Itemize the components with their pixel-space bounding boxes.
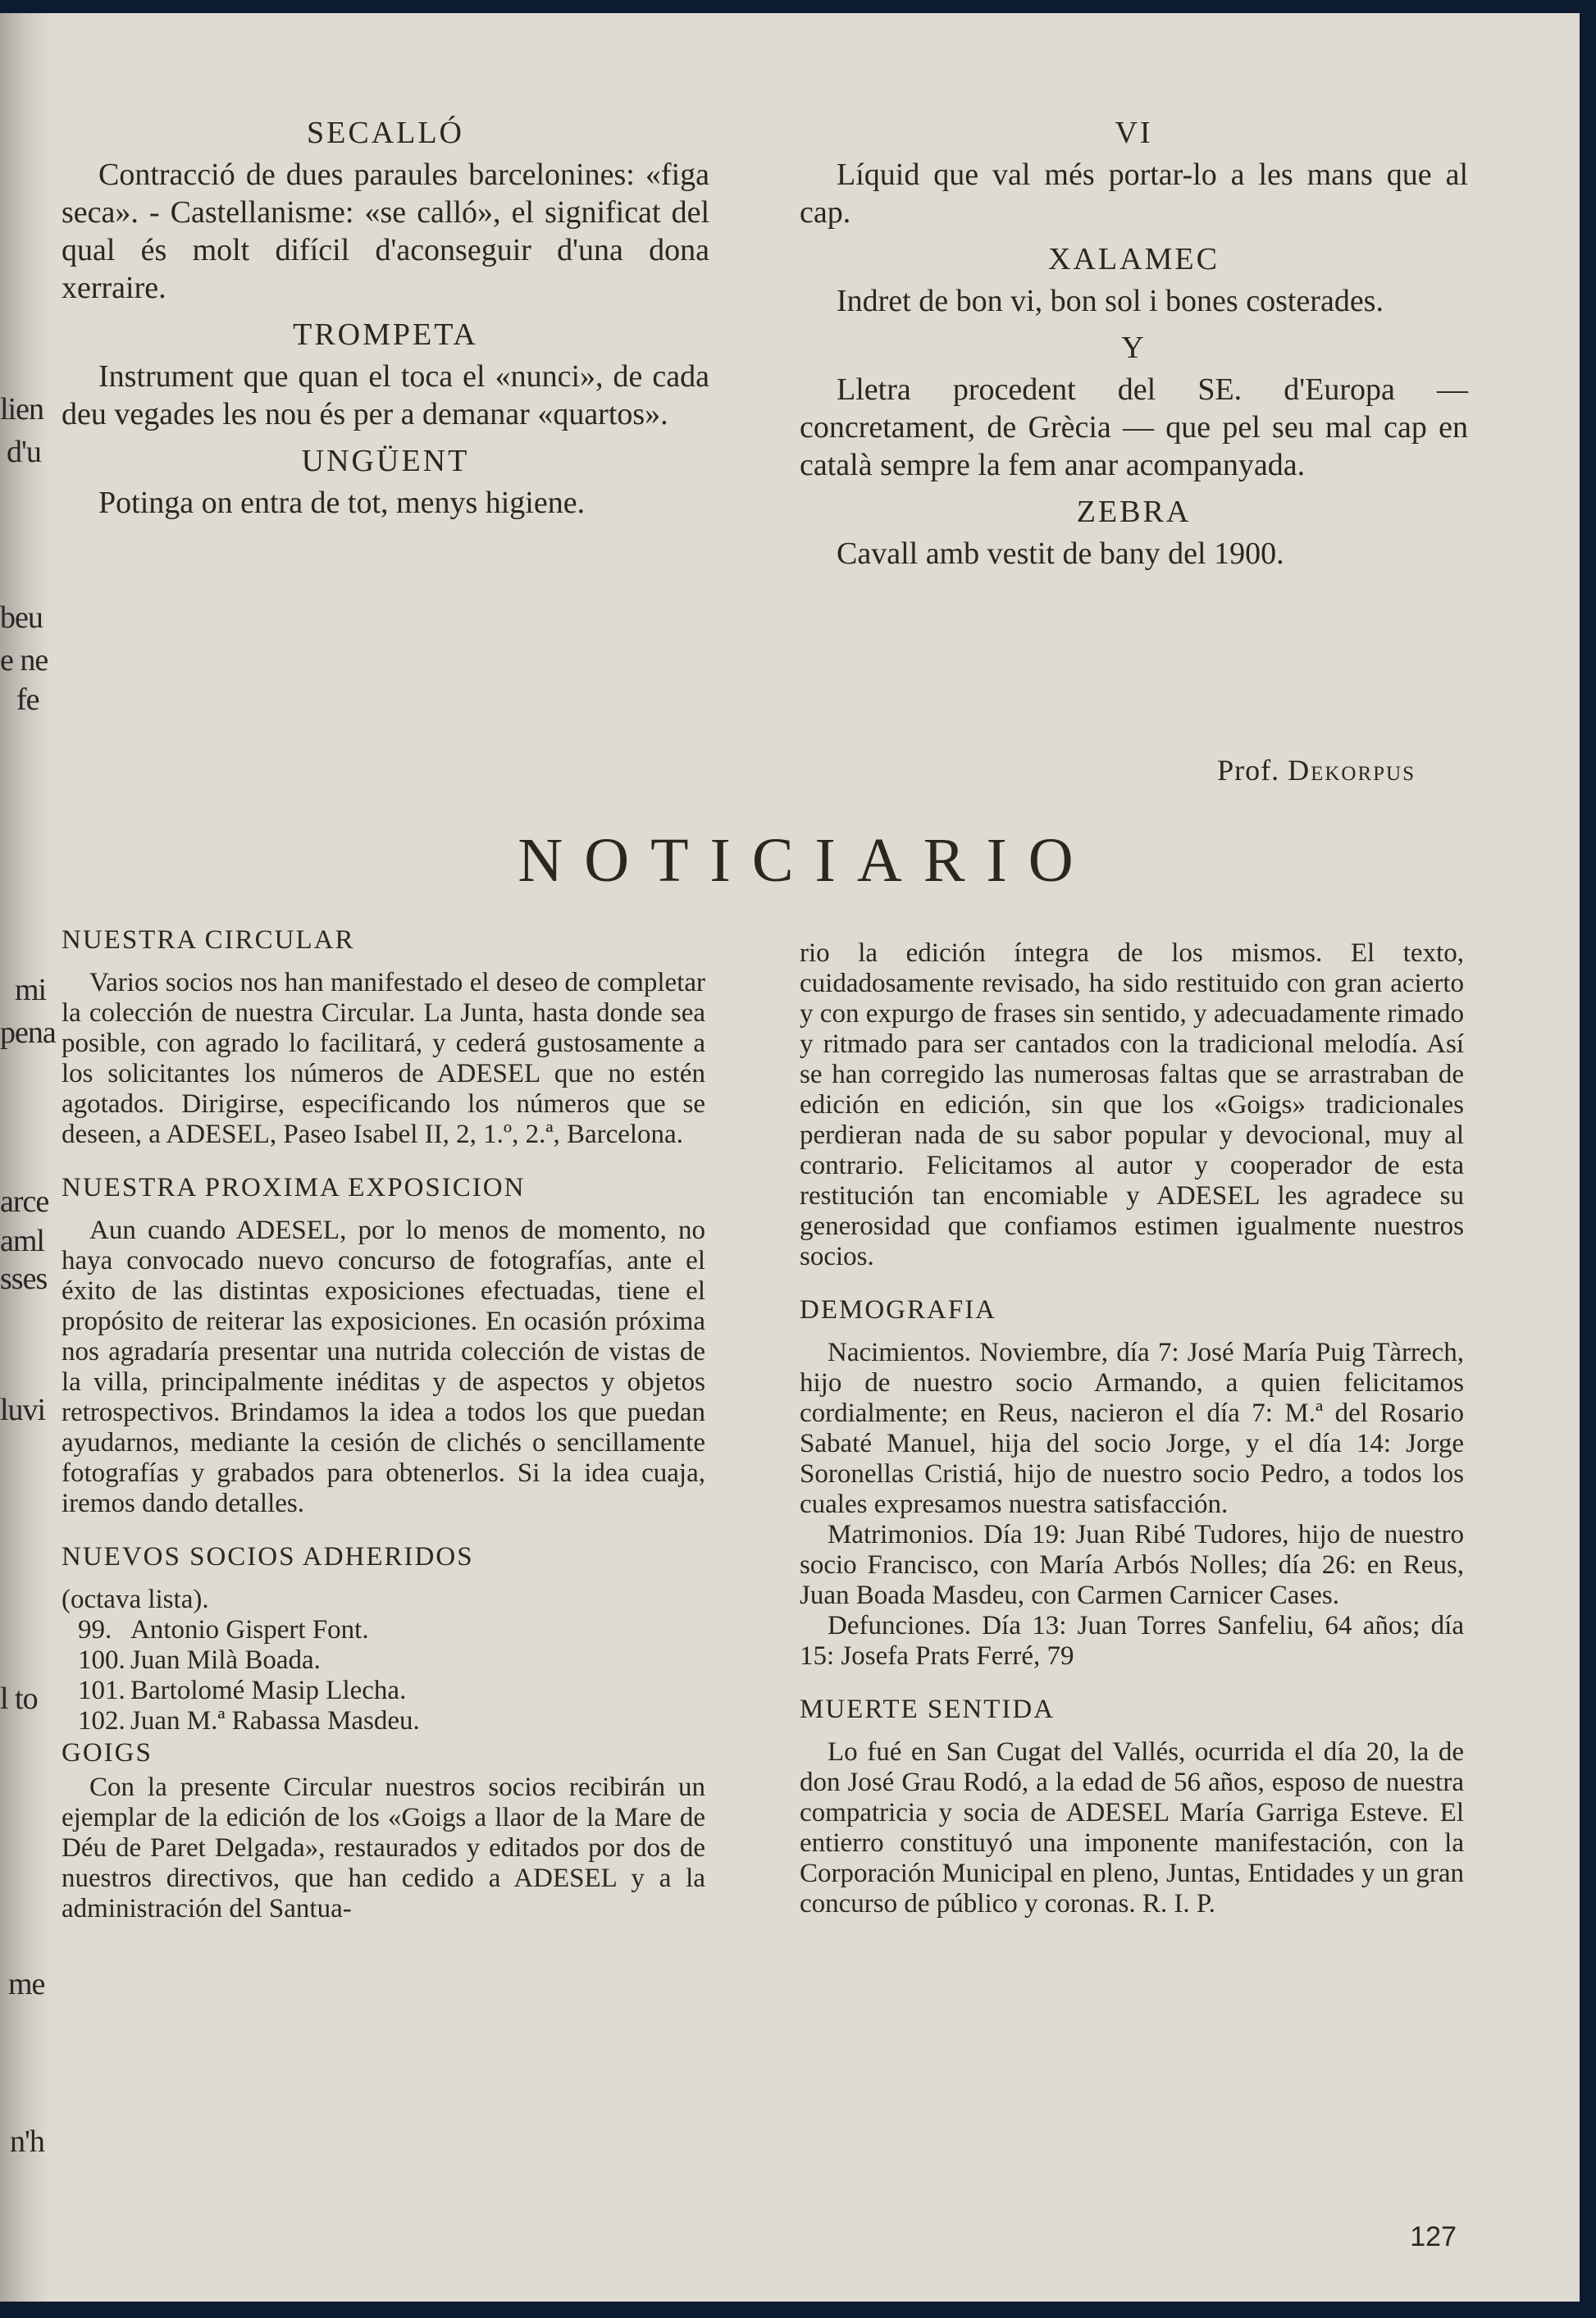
page-number: 127 xyxy=(1410,2221,1457,2252)
list-item: 99. Antonio Gispert Font. xyxy=(78,1615,369,1645)
margin-fragment: pena xyxy=(0,1015,56,1050)
news-right-column xyxy=(800,938,1464,1919)
margin-fragment: luvi xyxy=(0,1393,46,1427)
news-left-column xyxy=(62,924,705,1924)
entry-definition: Líquid que val més portar-lo a les mans que al cap. xyxy=(800,157,1468,230)
section-heading: MUERTE SENTIDA xyxy=(800,1695,1056,1724)
dictionary-entry xyxy=(800,240,1468,320)
entry-term: SECALLÓ xyxy=(307,116,464,150)
member-list xyxy=(62,1615,705,1736)
entry-term: XALAMEC xyxy=(1048,242,1220,276)
list-subtitle: (octava lista). xyxy=(62,1585,209,1614)
section-heading: NUESTRA CIRCULAR xyxy=(62,925,355,955)
section-heading: DEMOGRAFIA xyxy=(800,1295,997,1325)
dictionary-left-column xyxy=(62,113,709,530)
margin-fragment: lien xyxy=(0,392,43,427)
margin-fragment: fe xyxy=(16,682,39,717)
dictionary-entry xyxy=(62,315,709,433)
margin-fragment: me xyxy=(8,1967,45,2001)
entry-term: Y xyxy=(1121,331,1147,365)
section-heading: NUEVOS SOCIOS ADHERIDOS xyxy=(62,1542,474,1572)
dictionary-entry xyxy=(800,492,1468,573)
author-signature xyxy=(1217,753,1416,787)
entry-term: TROMPETA xyxy=(293,317,478,352)
section-banner: NOTICIARIO xyxy=(518,826,1095,895)
list-item: 102. Juan M.ª Rabassa Masdeu. xyxy=(78,1706,420,1736)
dictionary-right-column xyxy=(800,113,1468,581)
births-paragraph: Nacimientos. Noviembre, día 7: José María Puig Tàrrech, hijo de nuestro socio Armando, a quien felicitamos cordialmente; en Reus, nacieron el día 7: M.ª del Rosario Sabaté Manuel, hija del socio Jorge, y el día 14: Jorge Soronellas Cristiá, hijo de nuestro socio Pedro, a todos los cuales expresamos nuestra satisfacción. xyxy=(800,1338,1464,1519)
entry-definition: Lletra procedent del SE. d'Europa — concretament, de Grècia — que pel seu mal cap en català sempre la fem anar acompanyada. xyxy=(800,372,1468,482)
dictionary-entry xyxy=(62,113,709,307)
margin-fragment: d'u xyxy=(7,435,41,469)
margin-fragment: mi xyxy=(15,973,47,1007)
marriages-paragraph: Matrimonios. Día 19: Juan Ribé Tudores, hijo de nuestro socio Francisco, con María Arbós Nolles; día 26: en Reus, Juan Boada Masdeu, con Carmen Carnicer Cases. xyxy=(800,1520,1464,1610)
margin-fragment: beu xyxy=(0,600,43,635)
section-body: Varios socios nos han manifestado el deseo de completar la colección de nuestra Circular. La Junta, hasta donde sea posible, con agrado lo facilitará, y cederá gustosamente a los solicitantes los números de ADESEL que no estén agotados. Dirigirse, especificando los números que se deseen, a ADESEL, Paseo Isabel II, 2, 1.º, 2.ª, Barcelona. xyxy=(62,968,705,1149)
margin-fragment: arce xyxy=(0,1184,49,1219)
margin-fragment: n'h xyxy=(10,2124,44,2159)
binding-spine xyxy=(0,13,56,2302)
dictionary-entry xyxy=(800,328,1468,484)
section-heading: NUESTRA PROXIMA EXPOSICION xyxy=(62,1173,526,1202)
section-body-continued: rio la edición íntegra de los mismos. El texto, cuidadosamente revisado, ha sido restituido con gran acierto y con expurgo de frases sin sentido, y adecuadamente rimado y ritmado para ser cantados con la tradicional melodía. Así se han corregido las numerosas faltas que se arrastraban de edición en edición, sin que los «Goigs» tradicionales perdieran nada de su sabor popular y devocional, muy al contrario. Felicitamos al autor y cooperador de esta restitución tan encomiable y ADESEL les agradece su generosidad que confiamos estimen igualmente nuestros socios. xyxy=(800,938,1464,1271)
entry-definition: Contracció de dues paraules barcelonines: «figa seca». - Castellanisme: «se calló», el significat del qual és molt difícil d'aconseguir d'una dona xerraire. xyxy=(62,157,709,305)
section-body: Aun cuando ADESEL, por lo menos de momento, no haya convocado nuevo concurso de fotografías, ante el éxito de las distintas exposiciones efectuadas, tiene el propósito de reiterar las exposiciones. En ocasión próxima nos agradaría presentar una nutrida colección de vistas de la villa, principalmente inéditas y de aspectos y objetos retrospectivos. Brindamos la idea a todos los que puedan ayudarnos, mediante la cesión de clichés o sencillamente fotografías y grabados para obtenerlos. Si la idea cuaja, iremos dando detalles. xyxy=(62,1216,705,1518)
entry-term: UNGÜENT xyxy=(301,444,470,478)
dictionary-entry xyxy=(62,441,709,522)
entry-term: ZEBRA xyxy=(1076,495,1192,529)
section-body: Con la presente Circular nuestros socios recibirán un ejemplar de la edición de los «Goigs a llaor de la Mare de Déu de Paret Delgada», restaurados y editados por dos de nuestros directivos, que han cedido a ADESEL y a la administración del Santua- xyxy=(62,1773,705,1923)
margin-fragment: aml xyxy=(0,1224,44,1258)
signature-prefix: Prof. xyxy=(1217,754,1280,787)
margin-fragment: e ne xyxy=(0,643,48,678)
margin-fragment: sses xyxy=(0,1262,48,1296)
magazine-page xyxy=(0,13,1580,2302)
entry-definition: Indret de bon vi, bon sol i bones costerades. xyxy=(837,284,1384,318)
margin-fragment: l to xyxy=(0,1681,38,1716)
dictionary-entry xyxy=(800,113,1468,231)
entry-definition: Potinga on entra de tot, menys higiene. xyxy=(98,486,586,520)
deaths-paragraph: Defunciones. Día 13: Juan Torres Sanfeliu, 64 años; día 15: Josefa Prats Ferré, 79 xyxy=(800,1611,1464,1671)
entry-term: VI xyxy=(1115,116,1153,150)
section-body: Lo fué en San Cugat del Vallés, ocurrida el día 20, la de don José Grau Rodó, a la edad de 56 años, esposo de nuestra compatricia y socia de ADESEL María Garriga Esteve. El entierro constituyó una imponente manifestación, con la Corporación Municipal en pleno, Juntas, Entidades y un gran concurso de público y coronas. R. I. P. xyxy=(800,1737,1464,1919)
signature-name: Dekorpus xyxy=(1288,754,1416,787)
section-heading: GOIGS xyxy=(62,1738,153,1768)
entry-definition: Instrument que quan el toca el «nunci», de cada deu vegades les nou és per a demanar «quartos». xyxy=(62,359,709,431)
list-item: 100. Juan Milà Boada. xyxy=(78,1645,321,1675)
list-item: 101. Bartolomé Masip Llecha. xyxy=(78,1676,407,1705)
entry-definition: Cavall amb vestit de bany del 1900. xyxy=(837,536,1284,571)
